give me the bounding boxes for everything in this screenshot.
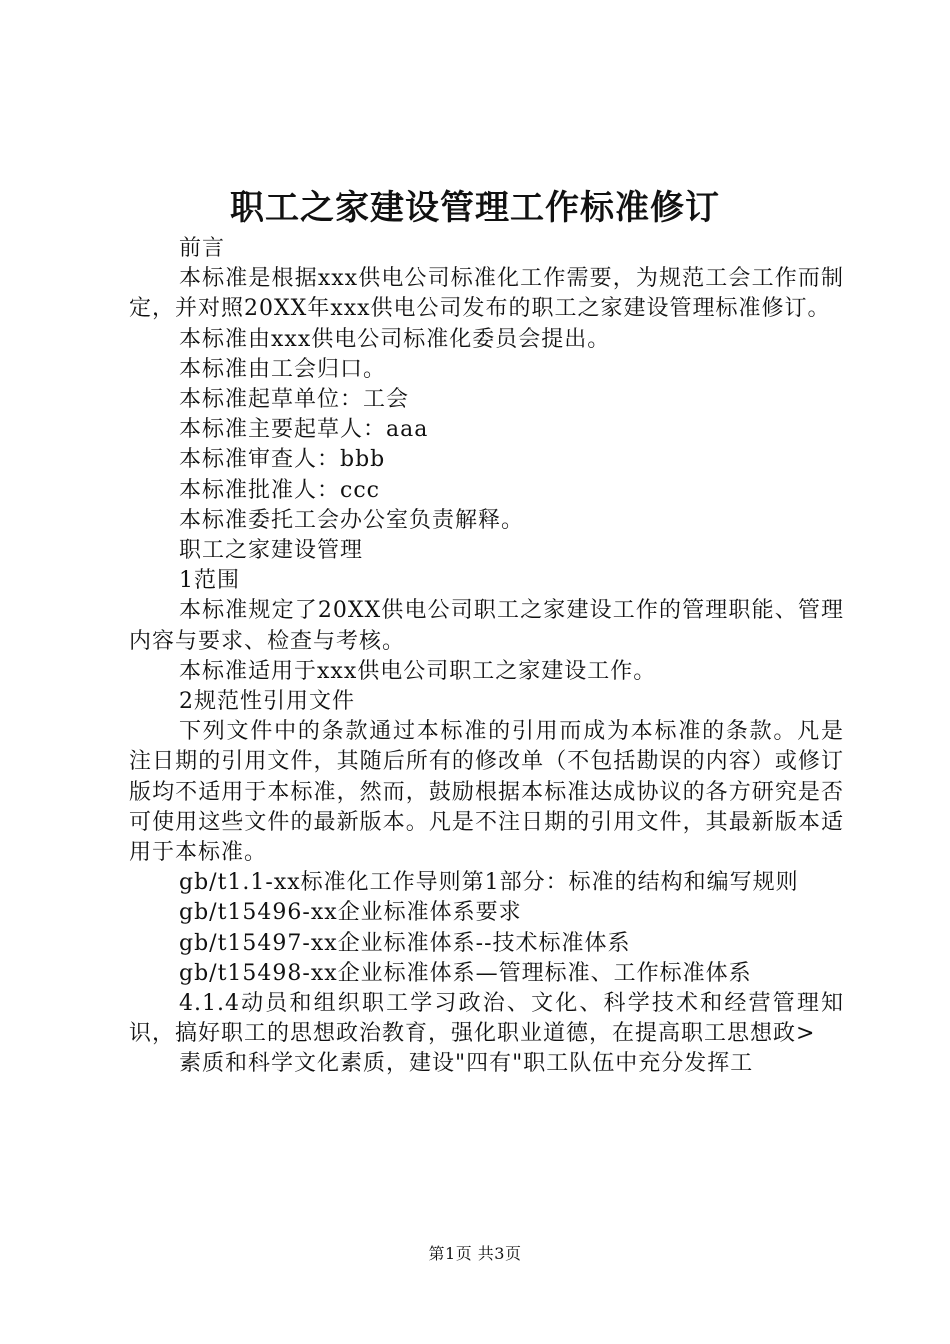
paragraph: 本标准是根据xxx供电公司标准化工作需要，为规范工会工作而制定，并对照20XX年xxx供电公司发布的职工之家建设管理标准修订。 xyxy=(129,266,844,322)
paragraph: 本标准批准人：ccc xyxy=(179,477,380,503)
document-body xyxy=(129,234,844,1080)
reference-item: gb/t15497-xx企业标准体系--技术标准体系 xyxy=(179,930,631,956)
paragraph: 下列文件中的条款通过本标准的引用而成为本标准的条款。凡是注日期的引用文件，其随后所有的修改单（不包括勘误的内容）或修订版均不适用于本标准，然而，鼓励根据本标准达成协议的各方研究是否可使用这些文件的最新版本。凡是不注日期的引用文件，其最新版本适用于本标准。 xyxy=(129,719,844,866)
paragraph: 素质和科学文化素质，建设"四有"职工队伍中充分发挥工 xyxy=(179,1051,754,1077)
paragraph: 本标准审查人：bbb xyxy=(179,447,386,473)
paragraph: 本标准由工会归口。 xyxy=(179,356,387,382)
section-heading: 职工之家建设管理 xyxy=(179,538,364,564)
reference-item: gb/t1.1-xx标准化工作导则第1部分：标准的结构和编写规则 xyxy=(179,870,799,896)
paragraph: 本标准由xxx供电公司标准化委员会提出。 xyxy=(179,326,611,352)
page-footer: 第1页 共3页 xyxy=(428,1244,522,1263)
paragraph: 本标准委托工会办公室负责解释。 xyxy=(179,507,525,533)
paragraph: 4.1.4动员和组织职工学习政治、文化、科学技术和经营管理知识，搞好职工的思想政治教育，强化职业道德，在提高职工思想政> xyxy=(129,991,844,1047)
section-heading: 2规范性引用文件 xyxy=(179,689,355,715)
paragraph: 本标准规定了20XX供电公司职工之家建设工作的管理职能、管理内容与要求、检查与考核。 xyxy=(129,598,844,654)
section-heading: 1范围 xyxy=(179,568,240,594)
document-title: 职工之家建设管理工作标准修订 xyxy=(230,188,720,228)
reference-item: gb/t15496-xx企业标准体系要求 xyxy=(179,900,522,926)
paragraph: 本标准适用于xxx供电公司职工之家建设工作。 xyxy=(179,658,657,684)
paragraph: 本标准主要起草人：aaa xyxy=(179,417,429,443)
paragraph-preface: 前言 xyxy=(179,236,226,261)
paragraph: 本标准起草单位：工会 xyxy=(179,387,410,413)
reference-item: gb/t15498-xx企业标准体系—管理标准、工作标准体系 xyxy=(179,960,752,986)
